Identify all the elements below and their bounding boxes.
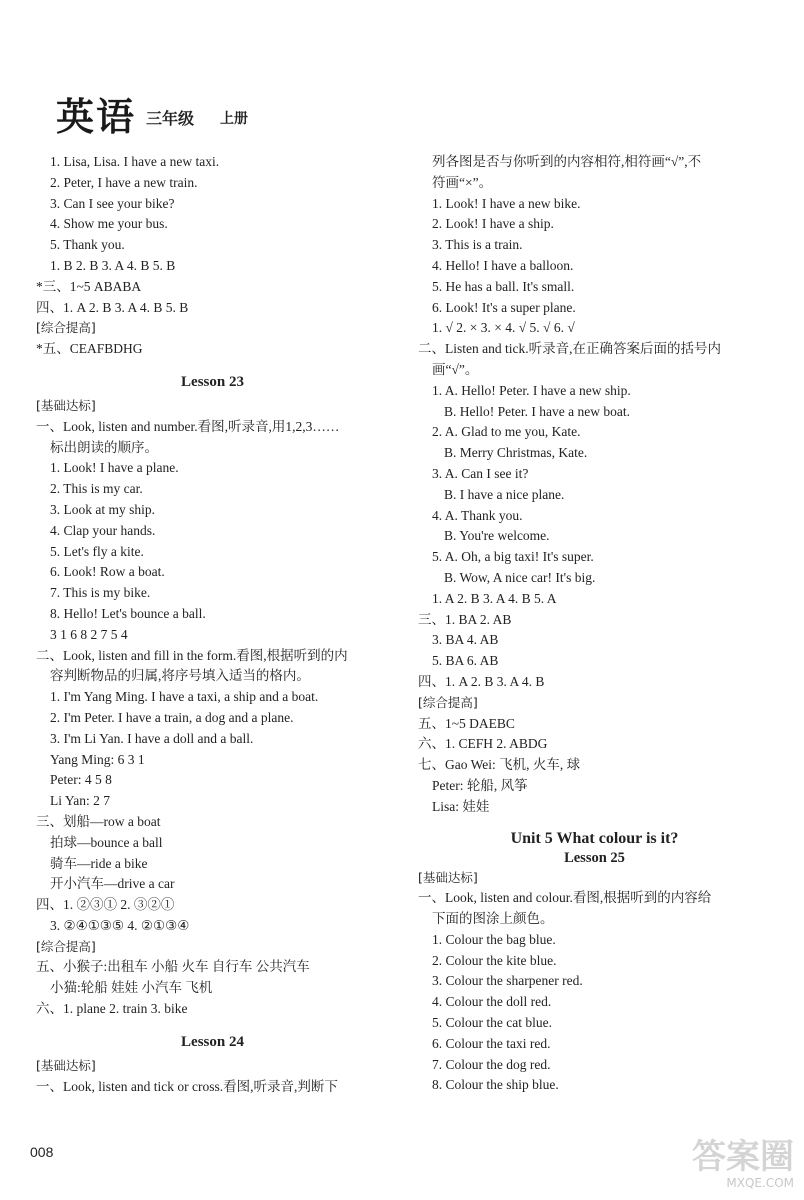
text-line: 6. Colour the taxi red.: [432, 1035, 551, 1051]
watermark-logo: [692, 1138, 794, 1190]
text-line: 容判断物品的归属,将序号填入适当的格内。: [50, 668, 310, 684]
text-line: 五、小猴子:出租车 小船 火车 自行车 公共汽车: [36, 959, 310, 975]
text-line: *五、CEAFBDHG: [36, 341, 143, 357]
text-line: 2. Colour the kite blue.: [432, 952, 557, 968]
text-line: 4. A. Thank you.: [432, 507, 523, 523]
text-line: 6. Look! Row a boat.: [50, 564, 165, 580]
text-line: 列各图是否与你听到的内容相符,相符画“√”,不: [432, 154, 702, 169]
text-line: 开小汽车—drive a car: [50, 876, 175, 892]
text-line: 1. Colour the bag blue.: [432, 931, 556, 947]
text-line: [综合提高]: [36, 320, 96, 336]
text-line: 1. A 2. B 3. A 4. B 5. A: [432, 590, 557, 606]
text-line: 2. Look! I have a ship.: [432, 216, 554, 232]
section-heading: Lesson 25: [564, 849, 625, 866]
text-line: 2. Peter, I have a new train.: [50, 174, 198, 190]
text-line: 1. I'm Yang Ming. I have a taxi, a ship and a boat.: [50, 689, 319, 705]
text-line: 拍球—bounce a ball: [50, 834, 163, 850]
text-line: 七、Gao Wei: 飞机, 火车, 球: [418, 757, 581, 773]
text-line: Peter: 轮船, 风筝: [432, 777, 528, 793]
text-line: 标出朗读的顺序。: [50, 439, 158, 455]
grade-label: 三年级: [146, 109, 195, 128]
text-line: [综合提高]: [418, 694, 478, 710]
section-heading: Lesson 23: [181, 373, 244, 390]
right-column: [412, 152, 777, 1096]
text-line: 5. Colour the cat blue.: [432, 1015, 552, 1031]
text-line: 二、Listen and tick.听录音,在正确答案后面的括号内: [418, 341, 721, 357]
text-line: 小猫:轮船 娃娃 小汽车 飞机: [50, 980, 213, 996]
text-line: 7. This is my bike.: [50, 585, 151, 601]
text-line: 一、Look, listen and number.看图,听录音,用1,2,3……: [36, 418, 340, 434]
text-line: Peter: 4 5 8: [50, 772, 112, 788]
text-line: 下面的图涂上颜色。: [432, 911, 554, 927]
text-line: 2. A. Glad to me you, Kate.: [432, 424, 581, 440]
text-line: B. You're welcome.: [444, 528, 550, 544]
text-line: 5. BA 6. AB: [432, 653, 499, 669]
text-line: 1. Look! I have a new bike.: [432, 195, 581, 211]
text-line: 3. Colour the sharpener red.: [432, 973, 583, 989]
text-line: B. Hello! Peter. I have a new boat.: [444, 403, 630, 419]
text-line: [综合提高]: [36, 938, 96, 954]
subject-title: 英语: [56, 95, 137, 139]
text-line: 4. Hello! I have a balloon.: [432, 257, 574, 273]
text-line: Lisa: 娃娃: [432, 798, 490, 814]
text-line: 1. B 2. B 3. A 4. B 5. B: [50, 257, 176, 273]
text-line: [基础达标]: [418, 869, 478, 885]
text-line: 1. Look! I have a plane.: [50, 460, 179, 476]
text-line: Yang Ming: 6 3 1: [50, 751, 145, 767]
text-line: 三、1. BA 2. AB: [418, 611, 512, 627]
text-line: 3. Can I see your bike?: [50, 195, 175, 211]
text-line: 1. √ 2. × 3. × 4. √ 5. √ 6. √: [432, 320, 575, 336]
watermark-text: 答案圈: [692, 1137, 794, 1177]
text-line: B. Merry Christmas, Kate.: [444, 445, 588, 461]
text-line: 四、1. A 2. B 3. A 4. B: [418, 673, 545, 689]
text-line: B. I have a nice plane.: [444, 486, 565, 502]
text-line: 6. Look! It's a super plane.: [432, 299, 576, 315]
text-line: 4. Colour the doll red.: [432, 994, 552, 1010]
text-line: 1. Lisa, Lisa. I have a new taxi.: [50, 154, 220, 169]
text-line: 一、Look, listen and tick or cross.看图,听录音,判断下: [36, 1078, 338, 1094]
text-line: [基础达标]: [36, 1057, 96, 1073]
page-number: 008: [30, 1144, 54, 1160]
term-label: 上册: [220, 111, 248, 127]
text-line: 六、1. CEFH 2. ABDG: [418, 736, 548, 752]
text-line: 4. Clap your hands.: [50, 522, 156, 538]
text-line: 3. A. Can I see it?: [432, 465, 529, 481]
text-line: 2. I'm Peter. I have a train, a dog and a plane.: [50, 709, 294, 725]
text-line: Li Yan: 2 7: [50, 793, 111, 809]
section-heading: Unit 5 What colour is it?: [510, 829, 679, 847]
watermark-url: MXQE.COM: [726, 1176, 794, 1190]
text-line: 四、1. A 2. B 3. A 4. B 5. B: [36, 299, 189, 315]
text-line: 7. Colour the dog red.: [432, 1056, 551, 1072]
section-heading: Lesson 24: [181, 1033, 244, 1050]
text-line: 2. This is my car.: [50, 481, 143, 497]
text-line: 二、Look, listen and fill in the form.看图,根据听到的内: [36, 647, 348, 663]
text-line: 5. Let's fly a kite.: [50, 543, 144, 559]
text-line: 四、1. ②③① 2. ③②①: [36, 897, 175, 913]
text-line: 4. Show me your bus.: [50, 216, 168, 232]
text-line: 一、Look, listen and colour.看图,根据听到的内容给: [418, 890, 712, 906]
text-line: 符画“×”。: [432, 174, 493, 190]
text-line: 8. Hello! Let's bounce a ball.: [50, 605, 206, 621]
text-line: 3. I'm Li Yan. I have a doll and a ball.: [50, 730, 254, 746]
text-line: 画“√”。: [432, 361, 479, 377]
text-line: 5. He has a ball. It's small.: [432, 278, 575, 294]
text-line: 5. Thank you.: [50, 237, 125, 253]
text-line: 3 1 6 8 2 7 5 4: [50, 626, 128, 642]
text-line: 三、划船—row a boat: [36, 813, 161, 829]
left-column: [30, 152, 395, 1097]
text-line: 3. This is a train.: [432, 237, 523, 253]
text-line: 六、1. plane 2. train 3. bike: [36, 1001, 188, 1017]
text-line: 1. A. Hello! Peter. I have a new ship.: [432, 382, 631, 398]
text-line: 3. BA 4. AB: [432, 632, 499, 648]
text-line: 骑车—ride a bike: [50, 855, 148, 871]
text-line: *三、1~5 ABABA: [36, 278, 142, 294]
text-line: 8. Colour the ship blue.: [432, 1077, 559, 1093]
text-line: 5. A. Oh, a big taxi! It's super.: [432, 549, 594, 565]
text-line: 3. Look at my ship.: [50, 501, 155, 517]
text-line: [基础达标]: [36, 397, 96, 413]
text-line: 五、1~5 DAEBC: [418, 715, 515, 731]
text-line: 3. ②④①③⑤ 4. ②①③④: [50, 917, 190, 933]
text-line: B. Wow, A nice car! It's big.: [444, 569, 596, 585]
